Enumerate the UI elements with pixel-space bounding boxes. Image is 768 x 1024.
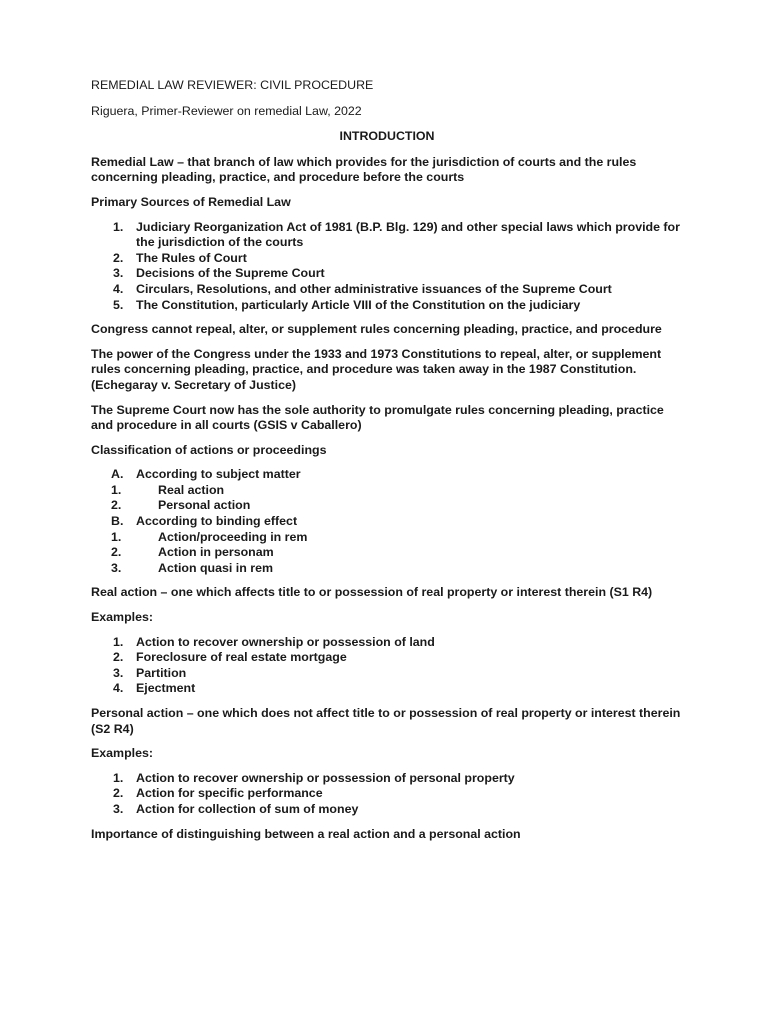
sub-list xyxy=(111,529,683,577)
importance-heading: Importance of distinguishing between a real action and a personal action xyxy=(91,826,521,841)
primary-sources-heading: Primary Sources of Remedial Law xyxy=(91,194,291,209)
list-item: 3. Decisions of the Supreme Court xyxy=(113,266,325,281)
list-item: 2. Action in personam xyxy=(111,545,274,560)
congress-heading: Congress cannot repeal, alter, or supplement rules concerning pleading, practice, and procedure xyxy=(91,322,662,337)
section-heading: INTRODUCTION xyxy=(339,129,435,144)
definition-term: Real action xyxy=(91,585,158,600)
list-item: 2. Action for specific performance xyxy=(113,786,323,801)
examples-label: Examples: xyxy=(91,610,153,625)
definition-text: – one which affects title to or possession of real property or interest therein (S1 R4) xyxy=(157,585,653,600)
congress-paragraph: The power of the Congress under the 1933 and 1973 Constitutions to repeal, alter, or supplement rules concerning pleading, practice, and procedure was taken away in the 1987 Constitution. (Echegaray v. Secretary of Justice) xyxy=(91,346,662,392)
real-action-definition xyxy=(91,585,683,601)
sub-list xyxy=(111,482,683,514)
list-item: 1. Action/proceeding in rem xyxy=(111,529,308,544)
definition-term: Remedial Law xyxy=(91,154,174,169)
real-action-examples xyxy=(91,635,683,697)
list-item: 5. The Constitution, particularly Article VIII of the Constitution on the judiciary xyxy=(113,297,581,312)
list-item: 1. Real action xyxy=(111,482,225,497)
list-item: 2. Foreclosure of real estate mortgage xyxy=(113,650,347,665)
primary-sources-list xyxy=(91,220,683,314)
document-source: Riguera, Primer-Reviewer on remedial Law, 2022 xyxy=(91,103,362,118)
list-item: 4. Circulars, Resolutions, and other administrative issuances of the Supreme Court xyxy=(113,281,612,296)
definition-text: – one which does not affect title to or possession of real property or interest therein (S2 R4) xyxy=(91,706,681,736)
document-page xyxy=(91,78,683,851)
list-item: 3. Partition xyxy=(113,665,187,680)
personal-action-examples xyxy=(91,771,683,818)
list-item: B. According to binding effect 1. Action/proceeding in rem 2. Action in personam 3. Action quasi in rem xyxy=(91,514,683,576)
list-item: 4. Ejectment xyxy=(113,681,196,696)
list-item: 1. Action to recover ownership or possession of land xyxy=(113,634,435,649)
list-item: A. According to subject matter 1. Real action 2. Personal action xyxy=(91,467,683,514)
classification-heading: Classification of actions or proceedings xyxy=(91,442,327,457)
list-item: 1. Action to recover ownership or possession of personal property xyxy=(113,770,515,785)
list-item: 1. Judiciary Reorganization Act of 1981 (B.P. Blg. 129) and other special laws which provide for the jurisdiction of the courts xyxy=(113,219,680,250)
supreme-court-paragraph: The Supreme Court now has the sole authority to promulgate rules concerning pleading, practice and procedure in all courts (GSIS v Caballero) xyxy=(91,402,664,433)
list-item: 3. Action quasi in rem xyxy=(111,560,273,575)
list-item: 2. Personal action xyxy=(111,498,251,513)
definition-text: – that branch of law which provides for the jurisdiction of courts and the rules concerning pleading, practice, and procedure before the courts xyxy=(91,154,637,185)
examples-label: Examples: xyxy=(91,746,153,761)
remedial-law-definition xyxy=(91,155,683,186)
document-title: REMEDIAL LAW REVIEWER: CIVIL PROCEDURE xyxy=(91,78,374,92)
list-item: 2. The Rules of Court xyxy=(113,250,247,265)
definition-term: Personal action xyxy=(91,706,184,720)
classification-list xyxy=(91,467,683,576)
personal-action-definition xyxy=(91,706,683,737)
list-item: 3. Action for collection of sum of money xyxy=(113,801,359,816)
